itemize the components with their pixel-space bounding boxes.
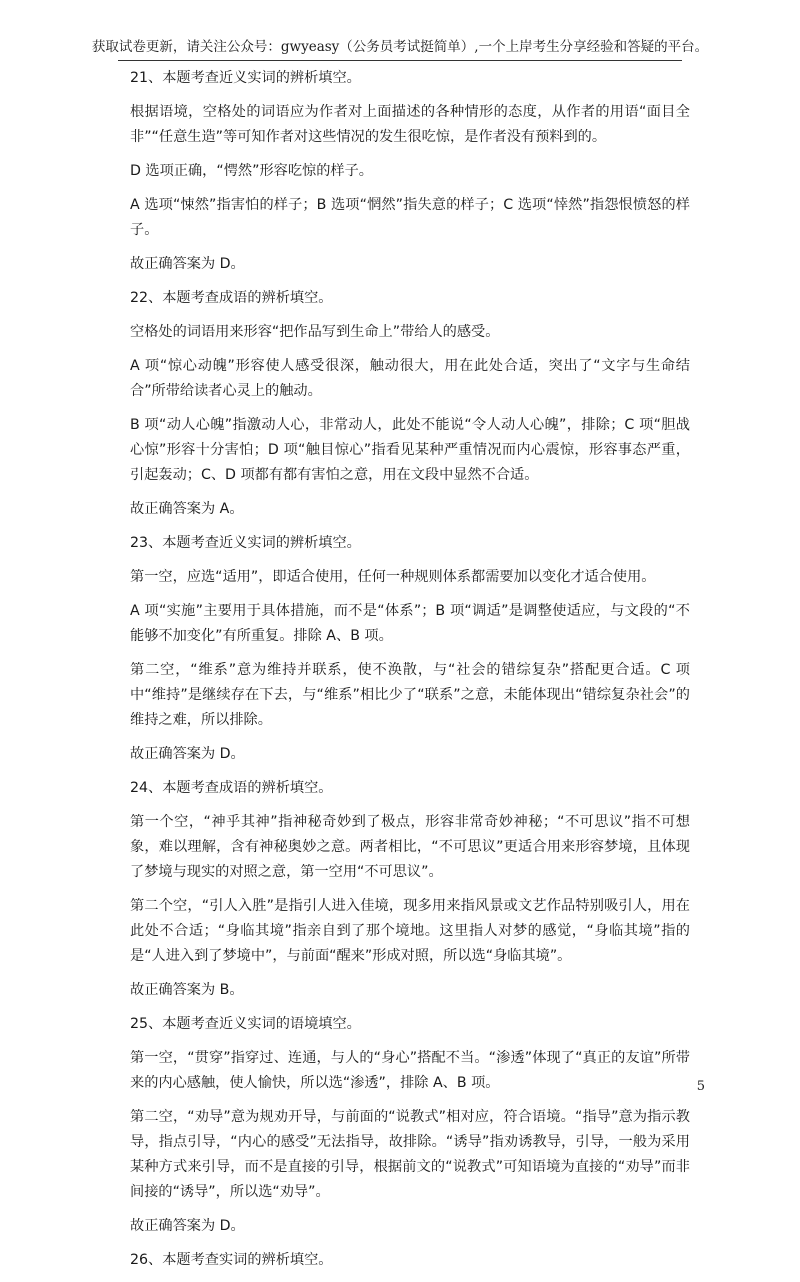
header-divider [118, 60, 682, 61]
paragraph: 第一空，应选“适用”，即适合使用，任何一种规则体系都需要加以变化才适合使用。 [130, 569, 656, 585]
paragraph: 第一个空，“神乎其神”指神秘奇妙到了极点，形容非常奇妙神秘；“不可思议”指不可想象，难以理解，含有神秘奥妙之意。两者相比，“不可思议”更适合用来形容梦境，且体现了梦境与现实的对照之意，第一空用“不可思议”。 [130, 814, 690, 880]
paragraph: 故正确答案为 D。 [130, 746, 245, 762]
paragraph: 23、本题考查近义实词的辨析填空。 [130, 535, 361, 551]
paragraph: 26、本题考查实词的辨析填空。 [130, 1252, 333, 1268]
paragraph: 故正确答案为 D。 [130, 256, 245, 272]
paragraph: 第二个空，“引人入胜”是指引人进入佳境，现多用来指风景或文艺作品特别吸引人，用在此处不合适；“身临其境”指亲自到了那个境地。这里指人对梦的感觉，“身临其境”指的是“人进入到了梦境中”，与前面“醒来”形成对照，所以选“身临其境”。 [130, 898, 690, 964]
paragraph: 第二空，“维系”意为维持并联系，使不涣散，与“社会的错综复杂”搭配更合适。C 项中“维持”是继续存在下去，与“维系”相比少了“联系”之意，未能体现出“错综复杂社会”的维持之难，所以排除。 [130, 662, 690, 728]
paragraph: 24、本题考查成语的辨析填空。 [130, 780, 333, 796]
document-body [130, 66, 690, 1282]
paragraph: B 项“动人心魄”指激动人心，非常动人，此处不能说“令人动人心魄”，排除；C 项“胆战心惊”形容十分害怕；D 项“触目惊心”指看见某种严重情况而内心震惊，形容事态严重，引起轰动；C、D 项都有都有害怕之意，用在文段中显然不合适。 [130, 417, 690, 483]
paragraph: A 项“实施”主要用于具体措施，而不是“体系”；B 项“调适”是调整使适应，与文段的“不能够不加变化”有所重复。排除 A、B 项。 [130, 603, 690, 644]
paragraph: 25、本题考查近义实词的语境填空。 [130, 1016, 361, 1032]
paragraph: A 选项“悚然”指害怕的样子；B 选项“惘然”指失意的样子；C 选项“悻然”指怨恨愤怒的样子。 [130, 197, 690, 238]
paragraph: D 选项正确，“愕然”形容吃惊的样子。 [130, 163, 373, 179]
paragraph: 故正确答案为 B。 [130, 982, 244, 998]
paragraph: A 项“惊心动魄”形容使人感受很深，触动很大，用在此处合适，突出了“文字与生命结合”所带给读者心灵上的触动。 [130, 358, 690, 399]
paragraph: 根据语境，空格处的词语应为作者对上面描述的各种情形的态度，从作者的用语“面目全非”“任意生造”等可知作者对这些情况的发生很吃惊，是作者没有预料到的。 [130, 104, 690, 145]
paragraph: 第二空，“劝导”意为规劝开导，与前面的“说教式”相对应，符合语境。“指导”意为指示教导，指点引导，“内心的感受”无法指导，故排除。“诱导”指劝诱教导，引导，一般为采用某种方式来引导，而不是直接的引导，根据前文的“说教式”可知语境为直接的“劝导”而非间接的“诱导”，所以选“劝导”。 [130, 1109, 690, 1200]
paragraph: 故正确答案为 A。 [130, 501, 244, 517]
paragraph: 21、本题考查近义实词的辨析填空。 [130, 70, 361, 86]
page-number: 5 [696, 1079, 705, 1094]
paragraph: 第一空，“贯穿”指穿过、连通，与人的“身心”搭配不当。“渗透”体现了“真正的友谊”所带来的内心感触，使人愉快，所以选“渗透”，排除 A、B 项。 [130, 1050, 690, 1091]
paragraph: 空格处的词语用来形容“把作品写到生命上”带给人的感受。 [130, 324, 500, 340]
page-header: 获取试卷更新，请关注公众号：gwyeasy（公务员考试挺简单）,一个上岸考生分享经验和答疑的平台。 [91, 39, 709, 55]
paragraph: 22、本题考查成语的辨析填空。 [130, 290, 333, 306]
paragraph: 故正确答案为 D。 [130, 1218, 245, 1234]
